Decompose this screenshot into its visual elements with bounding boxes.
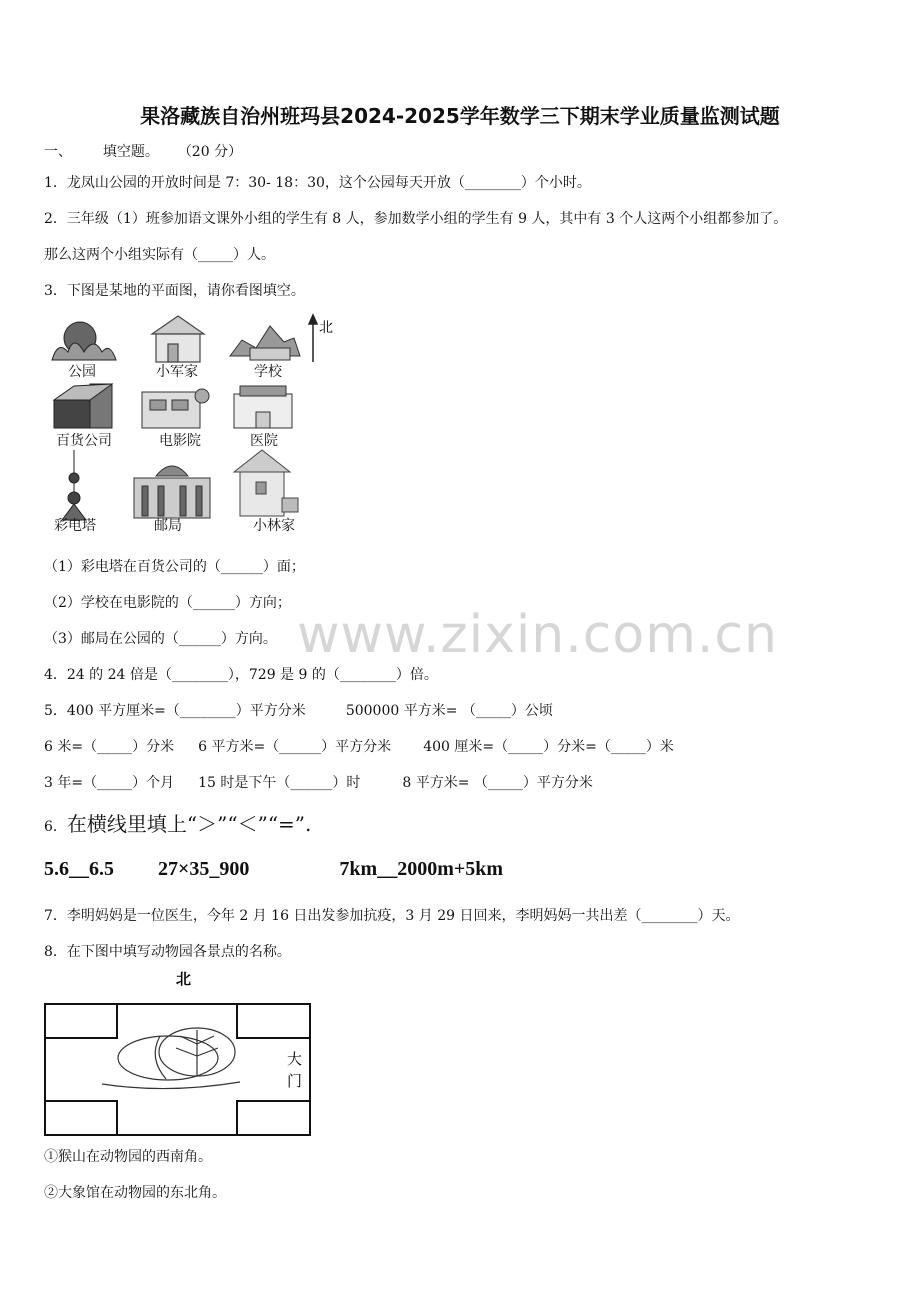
tv-tower-icon <box>62 450 86 520</box>
section-heading: 一、 填空题。 （20 分） <box>44 144 243 160</box>
zoo-box-northwest <box>45 1004 117 1038</box>
watermark: www.zixin.com.cn <box>297 605 778 665</box>
page-title: 果洛藏族自治州班玛县2024-2025学年数学三下期末学业质量监测试题 <box>140 104 780 128</box>
map-label-school: 学校 <box>254 364 282 380</box>
question-6-heading: 6．在横线里填上“＞”“＜”“=”. <box>44 812 312 836</box>
map-label-department-store: 百货公司 <box>56 433 112 449</box>
zoo-box-southeast <box>237 1101 310 1135</box>
park-icon <box>52 322 116 360</box>
question-3-intro: 3．下图是某地的平面图，请你看图填空。 <box>44 283 305 299</box>
map-label-hospital: 医院 <box>250 433 278 449</box>
question-5-row-3: 3 年=（_____）个月 15 时是下午（______）时 8 平方米= （_____）平方分米 <box>44 775 593 791</box>
zoo-gate-label-2: 门 <box>287 1072 303 1090</box>
map-label-tv-tower: 彩电塔 <box>54 518 96 534</box>
question-8-clue-1: ①猴山在动物园的西南角。 <box>44 1149 212 1165</box>
department-store-icon <box>54 384 112 428</box>
question-5-row-2: 6 米=（_____）分米 6 平方米=（______）平方分米 400 厘米=（_____）分米=（_____）米 <box>44 739 674 755</box>
question-5-row-1: 5．400 平方厘米=（________）平方分米 500000 平方米= （_____）公顷 <box>44 703 553 719</box>
zoo-diagram <box>40 964 320 1139</box>
map-label-cinema: 电影院 <box>159 433 201 449</box>
zoo-lake <box>102 1028 240 1089</box>
school-icon <box>230 326 300 360</box>
map-label-park: 公园 <box>68 364 96 380</box>
zoo-boundary <box>45 1004 310 1135</box>
north-label: 北 <box>319 320 333 336</box>
question-2-line1: 2．三年级（1）班参加语文课外小组的学生有 8 人，参加数学小组的学生有 9 人，其中有 3 个人这两个小组都参加了。 <box>44 211 788 227</box>
zoo-box-northeast <box>237 1004 310 1038</box>
question-7: 7．李明妈妈是一位医生，今年 2 月 16 日出发参加抗疫，3 月 29 日回来，李明妈妈一共出差（________）天。 <box>44 908 740 924</box>
question-3-part-3: （3）邮局在公园的（______）方向。 <box>44 631 277 647</box>
question-8-intro: 8．在下图中填写动物园各景点的名称。 <box>44 944 291 960</box>
question-6-items: 5.6__6.5 27×35_900 7km__2000m+5km <box>44 858 504 880</box>
question-1: 1．龙凤山公园的开放时间是 7：30- 18：30，这个公园每天开放（________）个小时。 <box>44 175 591 191</box>
map-label-post-office: 邮局 <box>154 518 182 534</box>
hospital-icon <box>234 386 292 428</box>
north-arrow <box>309 315 317 362</box>
question-8-clue-2: ②大象馆在动物园的东北角。 <box>44 1185 226 1201</box>
zoo-gate-label-1: 大 <box>287 1050 303 1068</box>
zoo-north-label: 北 <box>176 970 192 988</box>
question-3-part-1: （1）彩电塔在百货公司的（______）面； <box>44 559 305 575</box>
map-figure <box>44 312 344 537</box>
cinema-icon <box>142 389 209 428</box>
map-label-xiaojun-home: 小军家 <box>156 364 198 380</box>
question-4: 4．24 的 24 倍是（________），729 是 9 的（________）倍。 <box>44 667 438 683</box>
zoo-box-southwest <box>45 1101 117 1135</box>
question-3-part-2: （2）学校在电影院的（______）方向； <box>44 595 291 611</box>
xiaojun-home-icon <box>152 316 204 362</box>
question-2-line2: 那么这两个小组实际有（_____）人。 <box>44 247 275 263</box>
post-office-icon <box>134 466 210 518</box>
xiaolin-home-icon <box>234 450 298 516</box>
map-label-xiaolin-home: 小林家 <box>253 518 295 534</box>
